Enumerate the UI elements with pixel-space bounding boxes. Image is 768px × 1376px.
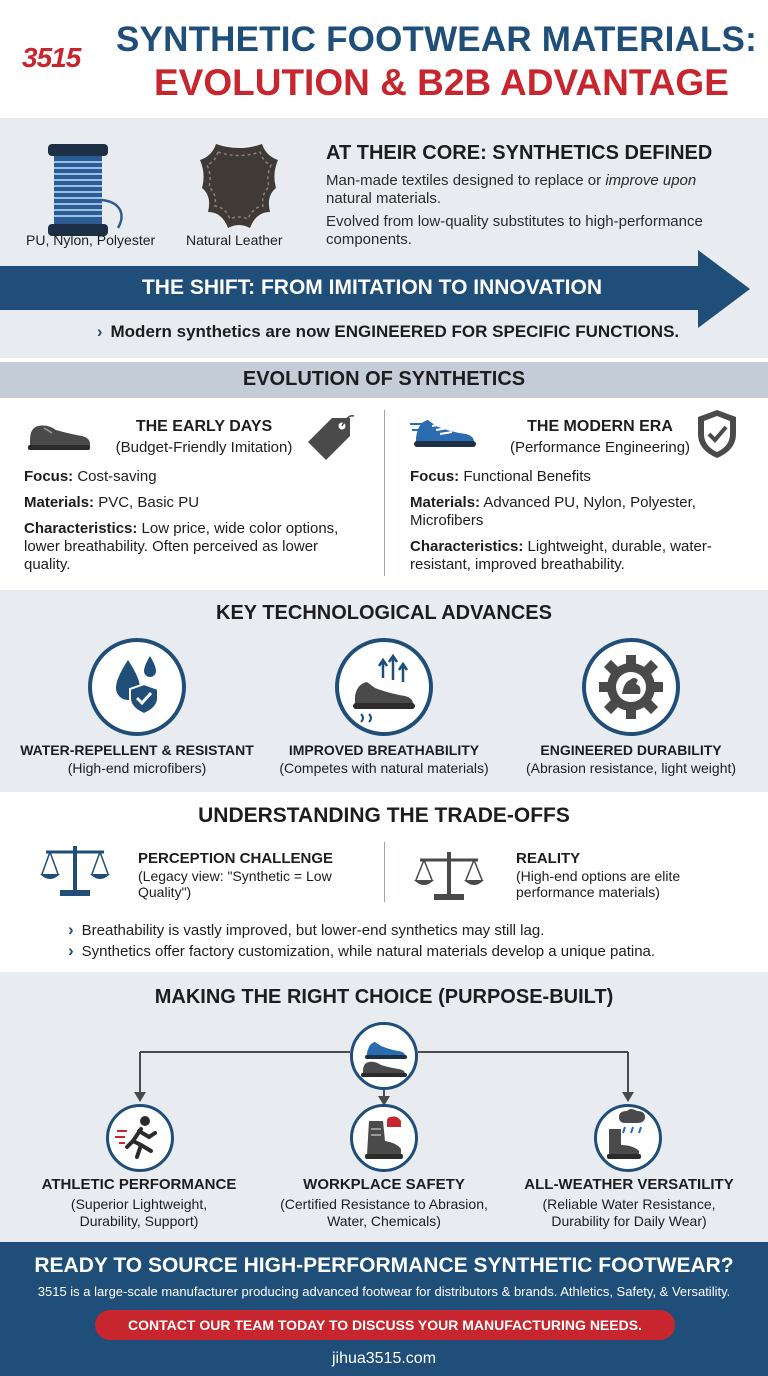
advance-durability-heading: ENGINEERED DURABILITY: [540, 742, 722, 758]
choice-weather-sub: (Reliable Water Resistance, Durability for Daily Wear): [542, 1196, 716, 1229]
early-materials: [24, 494, 384, 512]
reality-heading: REALITY: [516, 850, 581, 867]
scales-balanced-icon: [414, 848, 484, 907]
evolution-divider: [384, 410, 385, 576]
core-definition-emphasis: improve upon: [605, 172, 697, 189]
core-definition: [326, 172, 746, 208]
website-link[interactable]: jihua3515.com: [331, 1350, 437, 1367]
modern-materials: [410, 494, 740, 530]
footer-cta-section: [0, 1242, 768, 1376]
runner-icon: [106, 1104, 174, 1172]
early-characteristics-value: Low price, wide color options, lower breathability. Often perceived as lower quality.: [24, 520, 339, 573]
evolution-section: [0, 398, 768, 588]
tradeoffs-title: UNDERSTANDING THE TRADE-OFFS: [198, 804, 570, 827]
brand-logo: 3515: [22, 42, 81, 73]
modern-focus-label: Focus:: [410, 468, 460, 485]
advance-water-sub: (High-end microfibers): [67, 760, 207, 776]
early-focus-value: Cost-saving: [73, 468, 157, 485]
advance-breathability-sub: (Competes with natural materials): [279, 760, 489, 776]
advances-section: [0, 590, 768, 792]
choice-weather-heading: ALL-WEATHER VERSATILITY: [524, 1176, 734, 1193]
synthetic-materials-caption: PU, Nylon, Polyester: [26, 232, 156, 248]
tradeoff-bullet-1: › Breathability is vastly improved, but lower-end synthetics may still lag.: [68, 920, 544, 940]
core-definition-text: Man-made textiles designed to replace or: [326, 172, 606, 189]
gear-strength-icon: [582, 638, 680, 736]
breathing-shoe-icon: [335, 638, 433, 736]
early-materials-label: Materials:: [24, 494, 95, 511]
advance-water-heading: WATER-REPELLENT & RESISTANT: [20, 742, 254, 758]
tradeoff-bullet-2: › Synthetics offer factory customization, while natural materials develop a unique patina.: [68, 941, 655, 961]
thread-spool-icon: [36, 140, 132, 240]
choice-safety-caption: [256, 1176, 512, 1230]
choice-athletic-sub: (Superior Lightweight, Durability, Support): [70, 1196, 208, 1229]
tradeoffs-divider: [384, 842, 385, 902]
advance-durability-caption: [503, 742, 759, 776]
page-title-line1: SYNTHETIC FOOTWEAR MATERIALS:: [116, 20, 757, 59]
evolution-title: EVOLUTION OF SYNTHETICS: [242, 368, 526, 390]
header: [0, 0, 768, 118]
footer-title: READY TO SOURCE HIGH-PERFORMANCE SYNTHETIC FOOTWEAR?: [34, 1254, 734, 1277]
choice-safety-sub: (Certified Resistance to Abrasion, Water, Chemicals): [280, 1196, 488, 1229]
early-days-column: [24, 418, 384, 574]
chevron-right-icon: ›: [96, 322, 103, 341]
modern-materials-label: Materials:: [410, 494, 481, 511]
choice-safety-heading: WORKPLACE SAFETY: [303, 1176, 465, 1193]
early-focus: [24, 468, 384, 486]
modern-characteristics-label: Characteristics:: [410, 538, 524, 555]
modern-materials-value: Advanced PU, Nylon, Polyester, Microfibers: [410, 494, 696, 529]
tradeoffs-section: [0, 792, 768, 972]
modern-era-subheading: (Performance Engineering): [509, 439, 691, 456]
early-days-heading: THE EARLY DAYS: [135, 418, 273, 435]
scales-icon: [40, 842, 110, 903]
early-materials-value: PVC, Basic PU: [94, 494, 200, 511]
footer-description: 3515 is a large-scale manufacturer producing advanced footwear for distributors & brands. Athletics, Safety, & Versatility.: [37, 1284, 731, 1299]
modern-focus-value: Functional Benefits: [459, 468, 591, 485]
early-focus-label: Focus:: [24, 468, 74, 485]
leather-hide-icon: [196, 138, 282, 234]
core-heading: AT THEIR CORE: SYNTHETICS DEFINED: [326, 142, 713, 164]
perception-heading: PERCEPTION CHALLENGE: [138, 850, 334, 867]
early-days-subheading: (Budget-Friendly Imitation): [115, 439, 293, 456]
perception-sub: (Legacy view: "Synthetic = Low Quality"): [138, 868, 332, 900]
reality-sub: (High-end options are elite performance materials): [516, 868, 681, 900]
shift-subline-text: Modern synthetics are now ENGINEERED FOR SPECIFIC FUNCTIONS.: [110, 322, 680, 341]
core-evolution-text: Evolved from low-quality substitutes to high-performance components.: [326, 213, 703, 248]
modern-focus: [410, 468, 768, 486]
early-characteristics: [24, 520, 344, 574]
early-characteristics-label: Characteristics:: [24, 520, 138, 537]
water-shield-icon: [88, 638, 186, 736]
modern-era-column: [410, 418, 768, 574]
contact-team-button[interactable]: CONTACT OUR TEAM TODAY TO DISCUSS YOUR MANUFACTURING NEEDS.: [95, 1310, 675, 1340]
choice-athletic-heading: ATHLETIC PERFORMANCE: [41, 1176, 237, 1193]
shoes-center-icon: [350, 1022, 418, 1090]
choice-athletic-caption: [11, 1176, 267, 1230]
shift-banner-text: THE SHIFT: FROM IMITATION TO INNOVATION: [141, 276, 603, 299]
advance-durability-sub: (Abrasion resistance, light weight): [525, 760, 737, 776]
choice-section: [0, 972, 768, 1242]
page-title-line2: EVOLUTION & B2B ADVANTAGE: [154, 62, 729, 103]
natural-leather-caption: Natural Leather: [186, 232, 283, 248]
shift-subline: [0, 322, 768, 342]
modern-era-heading: THE MODERN ERA: [527, 418, 673, 435]
choice-title: MAKING THE RIGHT CHOICE (PURPOSE-BUILT): [154, 986, 614, 1008]
advance-breathability-heading: IMPROVED BREATHABILITY: [288, 742, 480, 758]
advance-breathability-caption: [256, 742, 512, 776]
core-definition-text-end: natural materials.: [326, 190, 442, 207]
advance-water-caption: [9, 742, 265, 776]
modern-characteristics-value: Lightweight, durable, water-resistant, improved breathability.: [410, 538, 712, 573]
choice-weather-caption: [501, 1176, 757, 1230]
safety-boot-icon: [350, 1104, 418, 1172]
modern-characteristics: [410, 538, 740, 574]
advances-title: KEY TECHNOLOGICAL ADVANCES: [216, 602, 552, 624]
rain-boot-icon: [594, 1104, 662, 1172]
